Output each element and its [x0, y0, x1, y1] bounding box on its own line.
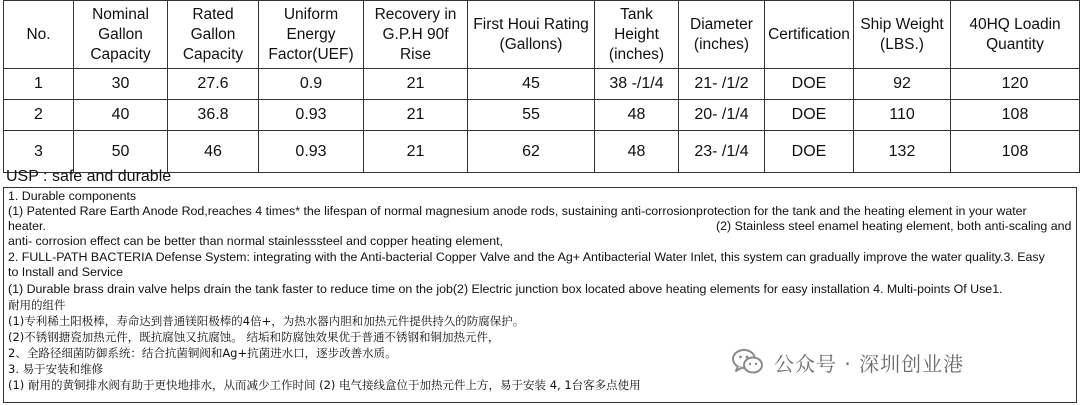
- table-header-row: [4, 1, 1080, 69]
- feature-line: (1)专利稀土阳极棒，寿命达到普通镁阳极棒的4倍+，为热水器内胆和加热元件提供持久的防腐保护。: [8, 314, 525, 328]
- feature-text: heater.: [8, 219, 46, 233]
- header-uef: Uniform Energy Factor(UEF): [259, 1, 364, 69]
- feature-line: (2)不锈钢搪瓷加热元件，既抗腐蚀又抗腐蚀。 结垢和防腐蚀效果优于普通不锈钢和铜加热元件，: [8, 330, 500, 344]
- feature-text: (2) Stainless steel enamel heating element, both anti-scaling and: [716, 219, 1072, 233]
- feature-line: 耐用的组件: [8, 298, 66, 312]
- cell-no: 3: [4, 131, 74, 173]
- header-ship-weight: Ship Weight (LBS.): [854, 1, 951, 69]
- feature-line: to Install and Service: [8, 265, 124, 279]
- header-recovery: Recovery in G.P.H 90f Rise: [364, 1, 468, 69]
- table-row: [4, 131, 1080, 173]
- header-rated-capacity: Rated Gallon Capacity: [168, 1, 259, 69]
- cell-uef: 0.93: [259, 131, 364, 173]
- cell-diameter: 23- /1/4: [679, 131, 765, 173]
- cell-nominal-capacity: 50: [74, 131, 168, 173]
- cell-rated-capacity: 27.6: [168, 69, 259, 100]
- table-row: [4, 100, 1080, 131]
- feature-line: 2. FULL-PATH BACTERIA Defense System: integrating with the Anti-bacterial Copper Valve and the Ag+ Antibacterial Water Inlet, this system can gradually improve the water quality.3. Easy: [8, 250, 1045, 264]
- cell-recovery: 21: [364, 131, 468, 173]
- cell-40hq-quantity: 108: [951, 131, 1080, 173]
- cell-tank-height: 48: [595, 131, 679, 173]
- feature-line: 3. 易于安装和维修: [8, 362, 104, 376]
- cell-rated-capacity: 46: [168, 131, 259, 173]
- header-no: No.: [4, 1, 74, 69]
- cell-40hq-quantity: 108: [951, 100, 1080, 131]
- header-certification: Certification: [765, 1, 854, 69]
- cell-ship-weight: 132: [854, 131, 951, 173]
- cell-recovery: 21: [364, 69, 468, 100]
- feature-line: 1. Durable components: [8, 189, 137, 203]
- feature-line: anti- corrosion effect can be better than normal stainlesssteel and copper heating element,: [8, 234, 504, 248]
- cell-first-hour-rating: 45: [468, 69, 595, 100]
- header-nominal-capacity: Nominal Gallon Capacity: [74, 1, 168, 69]
- wechat-icon: [732, 347, 764, 377]
- cell-tank-height: 38 -/1/4: [595, 69, 679, 100]
- cell-rated-capacity: 36.8: [168, 100, 259, 131]
- table-row: [4, 69, 1080, 100]
- feature-line: 2、全路径细菌防御系统：结合抗菌铜阀和Ag+抗菌进水口，逐步改善水质。: [8, 346, 397, 360]
- usp-title: USP : safe and durable: [6, 168, 172, 185]
- header-40hq-quantity: 40HQ Loadin Quantity: [951, 1, 1080, 69]
- feature-line: (1) Patented Rare Earth Anode Rod,reaches 4 times* the lifespan of normal magnesium anode rods, sustaining anti-corrosionprotection for the tank and the heating element in your water: [8, 204, 1027, 218]
- feature-line: [8, 219, 1072, 233]
- feature-line: (1) Durable brass drain valve helps drain the tank faster to reduce time on the job(2) Electric junction box located above heating elements for easy installation 4. Multi-points Of Use1.: [8, 282, 1003, 296]
- cell-40hq-quantity: 120: [951, 69, 1080, 100]
- cell-diameter: 20- /1/4: [679, 100, 765, 131]
- cell-ship-weight: 110: [854, 100, 951, 131]
- feature-line: (1) 耐用的黄铜排水阀有助于更快地排水，从而减少工作时间 (2) 电气接线盒位于加热元件上方，易于安装 4, 1台客多点使用: [8, 378, 641, 392]
- cell-first-hour-rating: 62: [468, 131, 595, 173]
- cell-certification: DOE: [765, 69, 854, 100]
- cell-uef: 0.93: [259, 100, 364, 131]
- cell-ship-weight: 92: [854, 69, 951, 100]
- cell-nominal-capacity: 30: [74, 69, 168, 100]
- cell-uef: 0.9: [259, 69, 364, 100]
- cell-no: 1: [4, 69, 74, 100]
- cell-certification: DOE: [765, 131, 854, 173]
- cell-diameter: 21- /1/2: [679, 69, 765, 100]
- cell-certification: DOE: [765, 100, 854, 131]
- cell-tank-height: 48: [595, 100, 679, 131]
- cell-no: 2: [4, 100, 74, 131]
- cell-nominal-capacity: 40: [74, 100, 168, 131]
- cell-recovery: 21: [364, 100, 468, 131]
- header-first-hour-rating: First Houi Rating (Gallons): [468, 1, 595, 69]
- watermark: [732, 342, 1057, 382]
- header-diameter: Diameter (inches): [679, 1, 765, 69]
- watermark-text: 公众号 · 深圳创业港: [774, 351, 965, 376]
- cell-first-hour-rating: 55: [468, 100, 595, 131]
- spec-table: [3, 0, 1080, 173]
- header-tank-height: Tank Height (inches): [595, 1, 679, 69]
